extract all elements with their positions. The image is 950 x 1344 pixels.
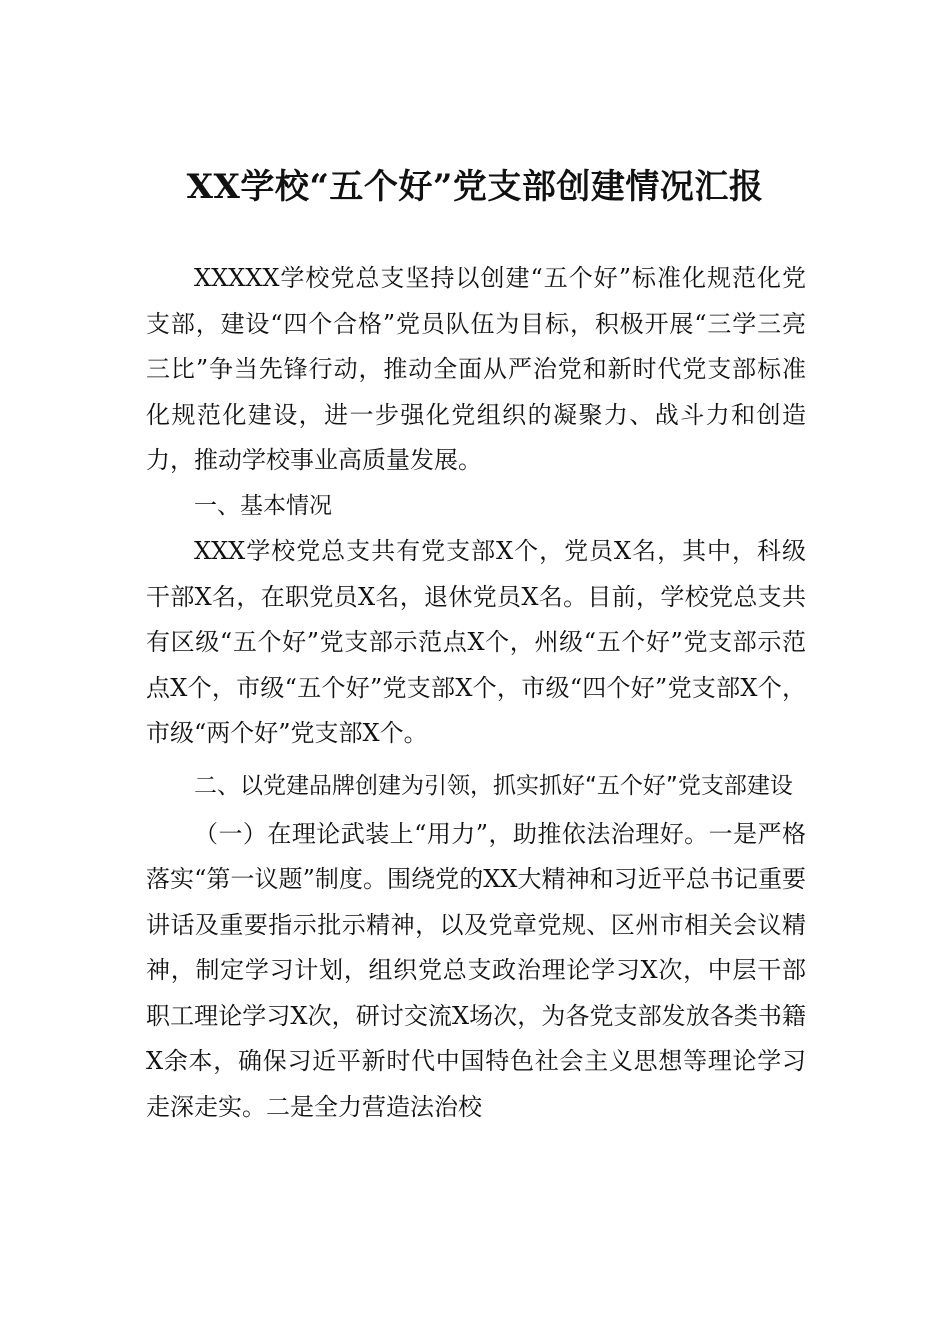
document-body <box>146 256 806 1130</box>
document-title: XX学校“五个好”党支部创建情况汇报 <box>186 167 764 207</box>
section-heading-basic-situation: 一、基本情况 <box>194 492 332 519</box>
section-heading-party-building: 二、以党建品牌创建为引领，抓实抓好“五个好”党支部建设 <box>194 772 793 799</box>
section-paragraph-theory-study: （一）在理论武装上“用力”，助推依法治理好。一是严格落实“第一议题”制度。围绕党的XX大精神和习近平总书记重要讲话及重要指示批示精神，以及党章党规、区州市相关会议精神，制定学习计划，组织党总支政治理论学习X次，中层干部职工理论学习X次，研讨交流X场次，为各党支部发放各类书籍X余本，确保习近平新时代中国特色社会主义思想等理论学习走深走实。二是全力营造法治校 <box>146 819 806 1121</box>
intro-paragraph: XXXXX学校党总支坚持以创建“五个好”标准化规范化党支部，建设“四个合格”党员队伍为目标，积极开展“三学三亮三比”争当先锋行动，推动全面从严治党和新时代党支部标准化规范化建设，进一步强化党组织的凝聚力、战斗力和创造力，推动学校事业高质量发展。 <box>146 264 806 474</box>
section-paragraph-basic-situation: XXX学校党总支共有党支部X个，党员X名，其中，科级干部X名，在职党员X名，退休党员X名。目前，学校党总支共有区级“五个好”党支部示范点X个，州级“五个好”党支部示范点X个，市级“五个好”党支部X个，市级“四个好”党支部X个，市级“两个好”党支部X个。 <box>146 537 806 747</box>
